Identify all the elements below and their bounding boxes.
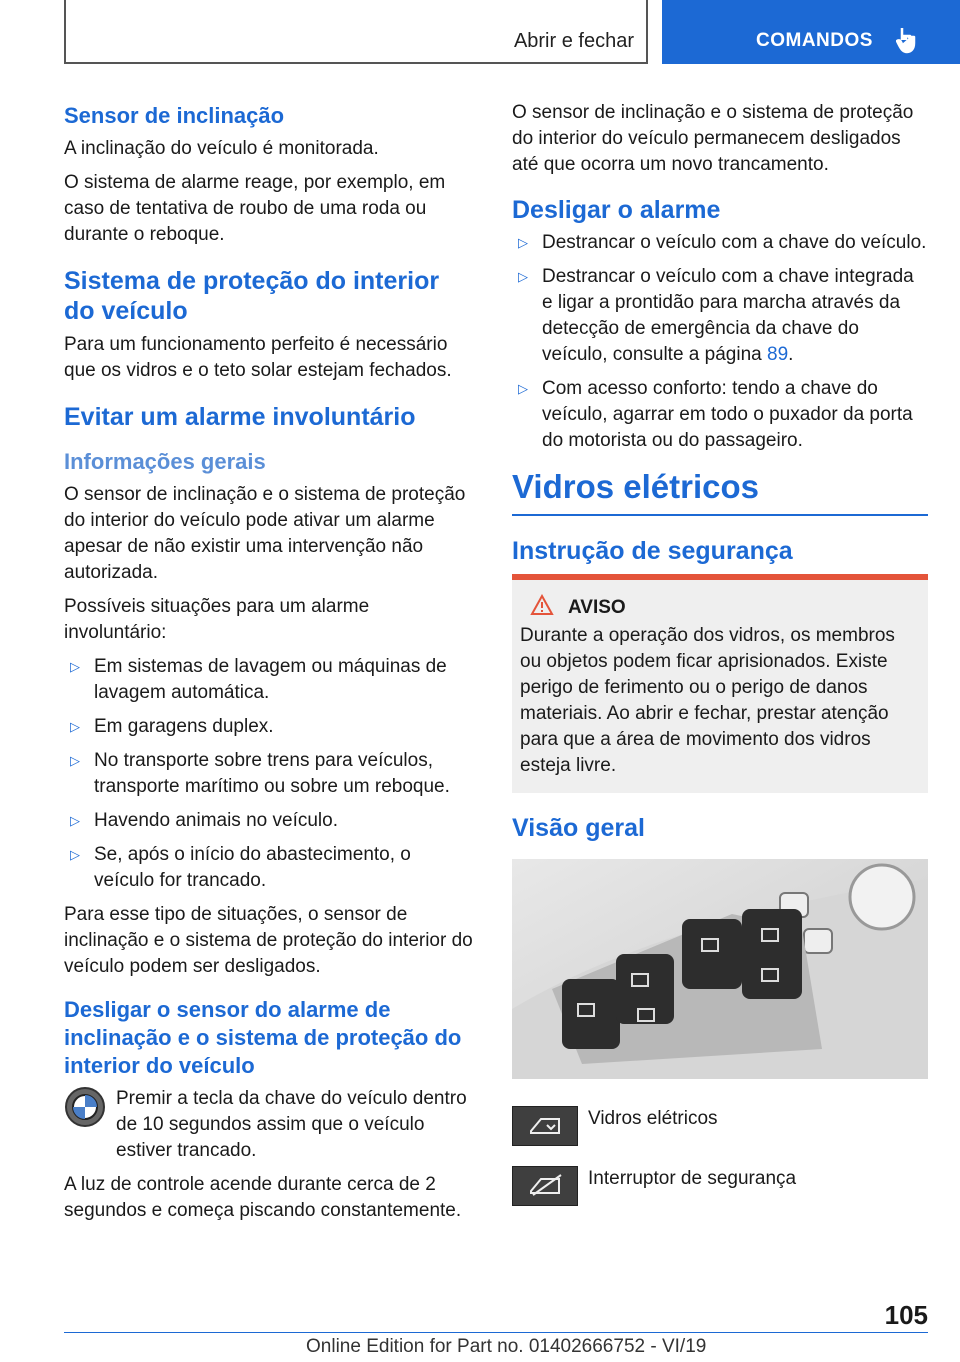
left-column — [64, 100, 476, 1232]
heading-overview: Visão geral — [512, 814, 645, 842]
paragraph: O sensor de inclinação e o sistema de proteção do interior do veículo permanecem desligados até que ocorra um novo trancamento. — [512, 102, 914, 175]
paragraph: A luz de controle acende durante cerca de 2 segundos e começa piscando constantemente. — [64, 1174, 462, 1221]
legend-row — [512, 1106, 928, 1158]
power-window-icon — [512, 1106, 578, 1146]
heading-disable-sensor: Desligar o sensor do alarme de inclinação e o sistema de proteção do interior do veículo — [64, 997, 462, 1078]
paragraph: A inclinação do veículo é monitorada. — [64, 138, 379, 159]
paragraph: Para um funcionamento perfeito é necessário que os vidros e o teto solar estejam fechados. — [64, 334, 452, 381]
legend-label: Interruptor de segurança — [588, 1168, 797, 1189]
bullet-triangle-icon: ▷ — [70, 719, 80, 734]
heading-general-info: Informações gerais — [64, 449, 266, 474]
hand-pointer-icon — [896, 26, 918, 54]
bullet-triangle-icon: ▷ — [518, 235, 528, 250]
list-item: ▷ Se, após o início do abastecimento, o veículo for trancado. — [70, 844, 411, 891]
footer-divider — [64, 1332, 928, 1333]
bullet-triangle-icon: ▷ — [70, 753, 80, 768]
bullet-triangle-icon: ▷ — [70, 847, 80, 862]
heading-safety-instruction: Instrução de segurança — [512, 537, 793, 565]
list-item: ▷ No transporte sobre trens para veículos, transporte marítimo ou sobre um reboque. — [70, 750, 450, 797]
heading-interior-protection: Sistema de proteção do interior do veículo — [64, 267, 440, 325]
warning-box — [512, 574, 928, 793]
list-item: ▷ Com acesso conforto: tendo a chave do veículo, agarrar em todo o puxador da porta do motorista ou do passageiro. — [518, 378, 913, 451]
bullet-triangle-icon: ▷ — [518, 269, 528, 284]
window-switch-photo — [512, 859, 928, 1079]
warning-text: Durante a operação dos vidros, os membros ou objetos podem ficar aprisionados. Existe perigo de ferimento ou o perigo de danos materiais. Ao abrir e fechar, prestar atenção para que a área de movimento dos vidros esteja livre. — [520, 625, 895, 776]
safety-switch-icon — [512, 1166, 578, 1206]
footer-edition: Online Edition for Part no. 01402666752 - VI/19 — [306, 1336, 707, 1357]
paragraph: Para esse tipo de situações, o sensor de inclinação e o sistema de proteção do interior do veículo podem ser desligados. — [64, 904, 473, 977]
page-number: 105 — [884, 1300, 928, 1330]
paragraph: Premir a tecla da chave do veículo dentro de 10 segundos assim que o veículo estiver trancado. — [116, 1088, 467, 1161]
heading-avoid-alarm: Evitar um alarme involuntário — [64, 403, 416, 431]
legend-row — [512, 1166, 928, 1218]
paragraph: O sensor de inclinação e o sistema de proteção do interior do veículo pode ativar um alarme apesar de não existir uma intervenção não autorizada. — [64, 484, 466, 583]
warning-triangle-icon — [530, 594, 554, 616]
heading-tilt-sensor: Sensor de inclinação — [64, 103, 285, 128]
bmw-key-icon — [64, 1086, 106, 1128]
disable-alarm-list — [512, 230, 928, 454]
bullet-triangle-icon: ▷ — [518, 381, 528, 396]
warning-title: AVISO — [520, 594, 920, 619]
header-tab-label: COMANDOS — [756, 30, 873, 51]
list-item: ▷ Em sistemas de lavagem ou máquinas de lavagem automática. — [70, 656, 447, 703]
heading-power-windows: Vidros elétricos — [512, 468, 928, 516]
page-link[interactable]: 89 — [767, 344, 789, 365]
header-section-title: Abrir e fechar — [513, 30, 634, 52]
heading-disable-alarm: Desligar o alarme — [512, 196, 721, 224]
paragraph: O sistema de alarme reage, por exemplo, em caso de tentativa de roubo de uma roda ou durante o reboque. — [64, 172, 446, 245]
paragraph: Possíveis situações para um alarme involuntário: — [64, 596, 370, 643]
list-item: ▷ Destrancar o veículo com a chave do veículo. — [512, 230, 928, 256]
list-item: ▷ Destrancar o veículo com a chave integrada e ligar a prontidão para marcha através da detecção de emergência da chave do veículo, consulte a página 89. — [518, 266, 914, 365]
alarm-situations-list — [64, 654, 476, 894]
key-instruction — [64, 1086, 476, 1164]
list-item: ▷ Em garagens duplex. — [64, 714, 476, 740]
right-column — [512, 100, 928, 1226]
bullet-triangle-icon: ▷ — [70, 659, 80, 674]
legend-label: Vidros elétricos — [588, 1108, 718, 1129]
header-tab[interactable] — [662, 0, 960, 64]
list-item: ▷ Havendo animais no veículo. — [64, 808, 476, 834]
bullet-triangle-icon: ▷ — [70, 813, 80, 828]
